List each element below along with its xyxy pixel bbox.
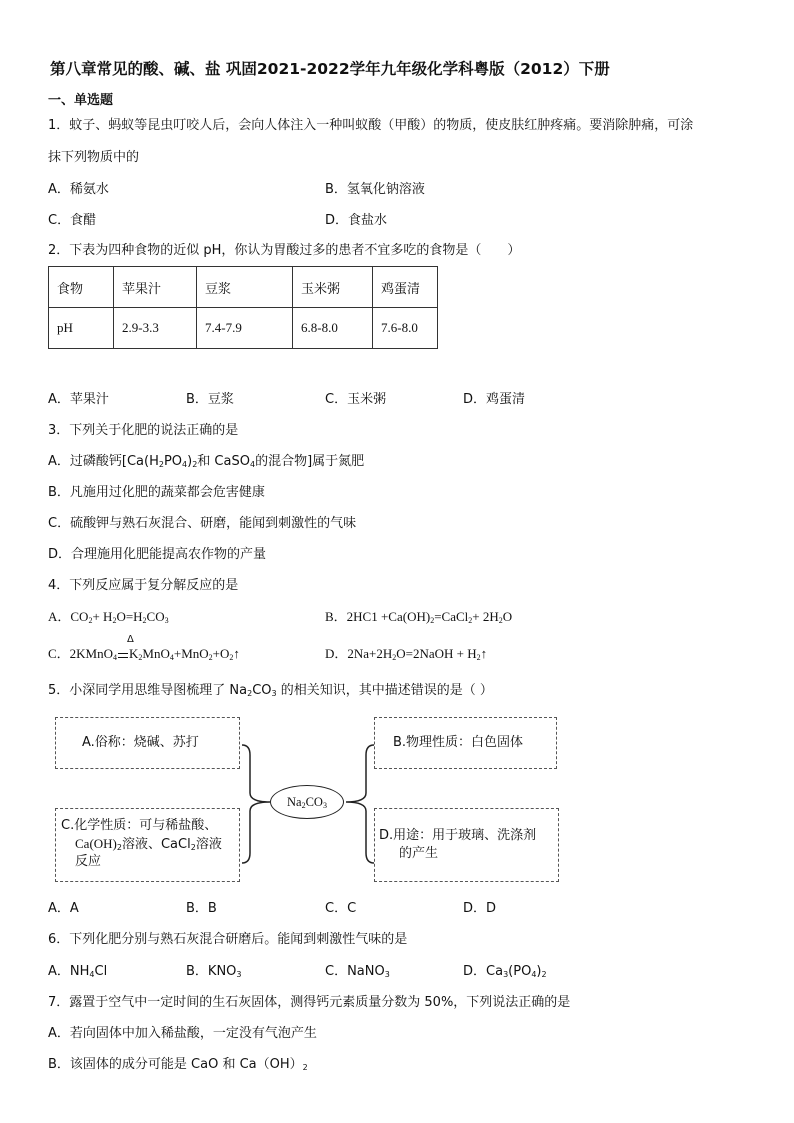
table-cell: 豆浆 [197,267,293,308]
option-d[interactable] [463,964,547,980]
text-run: ↑ [233,646,240,661]
subscript: 3 [271,689,277,698]
subscript: 2 [541,970,547,979]
box-line: C.化学性质：可与稀盐酸、 [61,818,218,833]
table-cell: 7.4-7.9 [197,308,293,349]
option-d[interactable] [325,646,487,662]
box-line [61,835,239,854]
table-cell: 7.6-8.0 [373,308,438,349]
subscript: 2 [247,689,253,698]
question-stem: 4．下列反应属于复分解反应的是 [48,578,239,593]
option-a[interactable]: A．苹果汁 [48,392,109,407]
box-line: 的产生 [399,845,439,861]
text-run: 的相关知识，其中描述错误的是（ ） [276,683,493,698]
subscript: 2 [468,616,473,625]
subscript: 2 [208,653,213,662]
table-header-row [49,267,438,308]
option-a[interactable] [48,964,107,980]
box-text [379,827,559,862]
text-run: ↑ [480,646,488,661]
table-cell: 食物 [49,267,114,308]
text-run: +O [212,646,230,661]
text-run: CO [305,795,323,809]
mindmap-box-b [374,717,557,769]
question-stem: 3．下列关于化肥的说法正确的是 [48,423,239,438]
subscript: 3 [322,801,327,810]
option-b[interactable] [325,609,512,625]
subscript: 2 [229,653,234,662]
subscript: 2 [138,653,143,662]
text-run: K [129,646,139,661]
text-run: (PO [508,964,532,979]
text-run: Ca(OH) [75,835,117,851]
option-d[interactable]: D．食盐水 [325,213,388,228]
text-run: MnO [142,646,170,661]
text-run: B．KNO [186,964,237,979]
question-stem: 2．下表为四种食物的近似 pH，你认为胃酸过多的患者不宜多吃的食物是（ ） [48,243,521,258]
option-a[interactable] [48,454,364,470]
option-b[interactable] [48,1057,308,1073]
option-b[interactable] [186,964,242,980]
mindmap-center-na2co3 [270,785,344,819]
subscript: 3 [164,616,169,625]
text-run: D．2Na+2H [325,646,393,661]
text-run: C．2KMnO [48,646,114,661]
box-text [61,817,239,871]
text-run: A．CO [48,609,89,624]
text-run: 5．小深同学用思维导图梳理了 Na [48,683,248,698]
mindmap-box-a [55,717,240,769]
subscript: 4 [169,653,174,662]
option-c[interactable]: C．食醋 [48,213,97,228]
page-title: 第八章常见的酸、碱、盐 巩固2021-2022学年九年级化学科粤版（2012）下册 [50,60,610,78]
text-run: 溶液、CaCl [121,836,191,852]
question-stem: 7．露置于空气中一定时间的生石灰固体，测得钙元素质量分数为 50%，下列说法正确的是 [48,995,571,1010]
text-run: Cl [94,964,108,979]
option-a[interactable]: A．若向固体中加入稀盐酸，一定没有气泡产生 [48,1026,317,1041]
option-b[interactable]: B．B [186,901,217,916]
subscript: 4 [531,970,537,979]
option-d[interactable]: D．D [463,901,497,916]
text-run: 的混合物]属于氮肥 [255,454,365,469]
table-cell: 玉米粥 [293,267,373,308]
text-run: ) [187,454,193,469]
option-b[interactable]: B．豆浆 [186,392,234,407]
left-brace [240,743,272,865]
subscript: 4 [182,460,188,469]
subscript: 4 [249,460,256,469]
text-run: CO [146,609,165,624]
reaction-condition-heat: Δ [127,634,134,645]
mindmap-box-d [374,808,559,882]
subscript: 4 [113,653,118,662]
option-a[interactable]: A．稀氨水 [48,182,109,197]
box-line: D.用途：用于玻璃、洗涤剂 [379,828,537,843]
question-stem-cont: 抹下列物质中的 [48,150,140,165]
subscript: 2 [498,616,503,625]
text-run: CO [252,683,272,698]
right-brace [344,743,376,865]
option-d[interactable]: D．合理施用化肥能提高农作物的产量 [48,547,267,562]
text-run: ) [536,964,542,979]
text-run: A．过磷酸钙[Ca(H [48,454,159,469]
table-cell: 2.9-3.3 [114,308,197,349]
text-run: O=2NaOH + H [396,646,477,661]
section-heading: 一、单选题 [48,93,114,108]
subscript: 2 [88,616,93,625]
subscript: 3 [236,970,242,979]
subscript: 2 [392,653,397,662]
option-b[interactable]: B．氢氧化钠溶液 [325,182,425,197]
subscript: 2 [192,460,198,469]
text-run: =CaCl [434,609,469,624]
option-a[interactable]: A．A [48,901,79,916]
option-c[interactable]: C．C [325,901,357,916]
table-cell: 鸡蛋清 [373,267,438,308]
mindmap-box-c [55,808,240,882]
subscript: 2 [116,842,122,852]
box-text: A.俗称：烧碱、苏打 [82,735,199,750]
option-a[interactable] [48,609,169,625]
text-run: B．该固体的成分可能是 CaO 和 Ca（OH） [48,1057,303,1072]
equals-sign [118,653,128,658]
text-run: D．Ca [463,964,504,979]
text-run: B．2HC1 +Ca(OH) [325,609,431,624]
subscript: 2 [190,842,196,852]
text-run: Na [287,795,302,809]
option-c[interactable]: C．硫酸钾与熟石灰混合、研磨，能闻到刺激性的气味 [48,516,357,531]
ph-table [48,266,438,349]
subscript: 2 [112,616,117,625]
subscript: 2 [301,801,306,810]
text-run: + H [92,609,113,624]
subscript: 3 [503,970,509,979]
option-c[interactable] [48,646,240,662]
question-stem: 1．蚊子、蚂蚁等昆虫叮咬人后，会向人体注入一种叫蚁酸（甲酸）的物质，使皮肤红肿疼痛。要消除肿痛，可涂 [48,118,694,133]
subscript: 2 [142,616,147,625]
box-line: 反应 [75,854,102,870]
text-run: C．NaNO [325,964,385,979]
subscript: 2 [158,460,164,469]
question-stem: 6．下列化肥分别与熟石灰混合研磨后。能闻到刺激性气味的是 [48,932,408,947]
subscript: 2 [476,653,481,662]
table-row [49,308,438,349]
option-c[interactable]: C．玉米粥 [325,392,387,407]
table-cell: 苹果汁 [114,267,197,308]
question-stem [48,683,493,699]
subscript: 3 [384,970,390,979]
table-cell: 6.8-8.0 [293,308,373,349]
text-run: +MnO [173,646,209,661]
text-run: + 2H [472,609,499,624]
text-run: O=H [116,609,143,624]
text-run: O [502,609,513,624]
text-run: 溶液 [195,836,222,852]
box-text: B.物理性质：白色固体 [393,735,524,750]
text-run: PO [163,454,183,469]
subscript: 4 [89,970,95,979]
subscript: 2 [430,616,435,625]
option-b[interactable]: B．凡施用过化肥的蔬菜都会危害健康 [48,485,265,500]
text-run: A．NH [48,964,90,979]
option-d[interactable]: D．鸡蛋清 [463,392,526,407]
table-cell: pH [49,308,114,349]
text-run: 和 CaSO [197,454,250,469]
subscript: 2 [302,1063,308,1072]
option-c[interactable] [325,964,390,980]
